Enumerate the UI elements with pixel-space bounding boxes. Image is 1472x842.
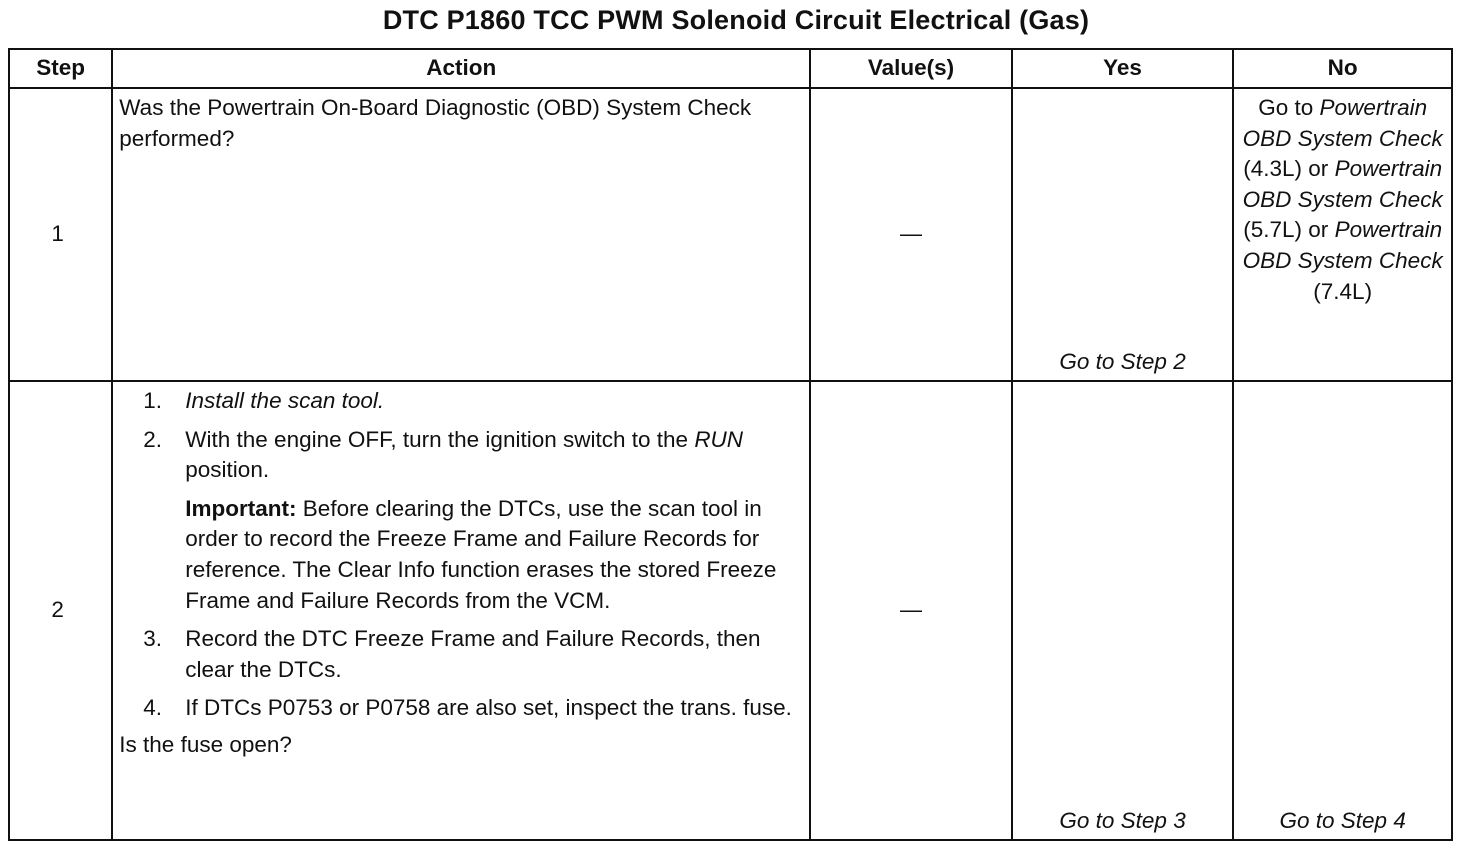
action-question: Is the fuse open? [119,731,292,757]
important-note [119,494,803,616]
values-dash: — [899,221,922,247]
header-action: Action [112,49,810,88]
action-question: Was the Powertrain On-Board Diagnostic (OBD) System Check performed? [119,95,752,151]
substep-item [119,624,803,685]
no-cell [1233,381,1452,840]
page-title: DTC P1860 TCC PWM Solenoid Circuit Electrical (Gas) [382,5,1090,35]
substep-run-position: RUN [694,426,744,452]
diagnostic-table [8,48,1453,841]
yes-cell [1012,88,1234,381]
substep-number: 4. [143,695,163,721]
action-cell [112,381,810,840]
substep-list [119,386,803,486]
no-cell [1233,88,1452,381]
substep-item [119,425,803,486]
substep-text: With the engine OFF, turn the ignition switch to the [185,426,689,452]
yes-goto-link[interactable]: Go to Step 3 [1059,808,1186,834]
header-yes: Yes [1012,49,1234,88]
no-engine-5-7: (5.7L) or [1243,217,1329,243]
header-no: No [1233,49,1452,88]
substep-number: 2. [143,426,163,452]
substep-tool: scan tool. [287,388,385,413]
no-goto-prefix: Go to [1258,95,1314,120]
substep-list [119,624,803,724]
important-label: Important: [185,495,297,521]
substep-item [119,693,803,724]
table-row [9,88,1452,381]
values-cell [810,381,1012,840]
no-goto-link[interactable]: Go to Step 4 [1279,808,1406,834]
substep-text-suffix: position. [185,457,270,483]
important-text: Before clearing the DTCs, use the scan tool in order to record the Freeze Frame and Failure Records for reference. The Clear Info function erases the stored Freeze Frame and Failure Records from the VCM. [185,495,777,613]
yes-goto-link[interactable]: Go to Step 2 [1059,349,1186,375]
substep-text: Install the [185,388,282,413]
substep-number: 3. [143,626,163,652]
values-cell [810,88,1012,381]
header-step: Step [9,49,112,88]
substep-text: Record the DTC Freeze Frame and Failure Records, then clear the DTCs. [185,626,761,682]
no-goto-link-obd-5-7[interactable]: Powertrain OBD System Check [1242,156,1443,212]
values-dash: — [899,597,922,623]
yes-cell [1012,381,1234,840]
substep-item [119,386,803,417]
header-values: Value(s) [810,49,1012,88]
action-cell [112,88,810,381]
step-number: 2 [9,381,112,840]
no-goto-link-obd-4-3[interactable]: Powertrain OBD System Check [1242,95,1443,151]
no-goto-link-obd-7-4[interactable]: Powertrain OBD System Check [1242,217,1443,273]
no-engine-7-4: (7.4L) [1313,278,1373,304]
step-number: 1 [9,88,112,381]
substep-number: 1. [143,388,163,413]
no-engine-4-3: (4.3L) or [1243,156,1329,182]
table-header-row [9,49,1452,88]
substep-text: If DTCs P0753 or P0758 are also set, inspect the trans. fuse. [185,695,792,721]
table-row [9,381,1452,840]
